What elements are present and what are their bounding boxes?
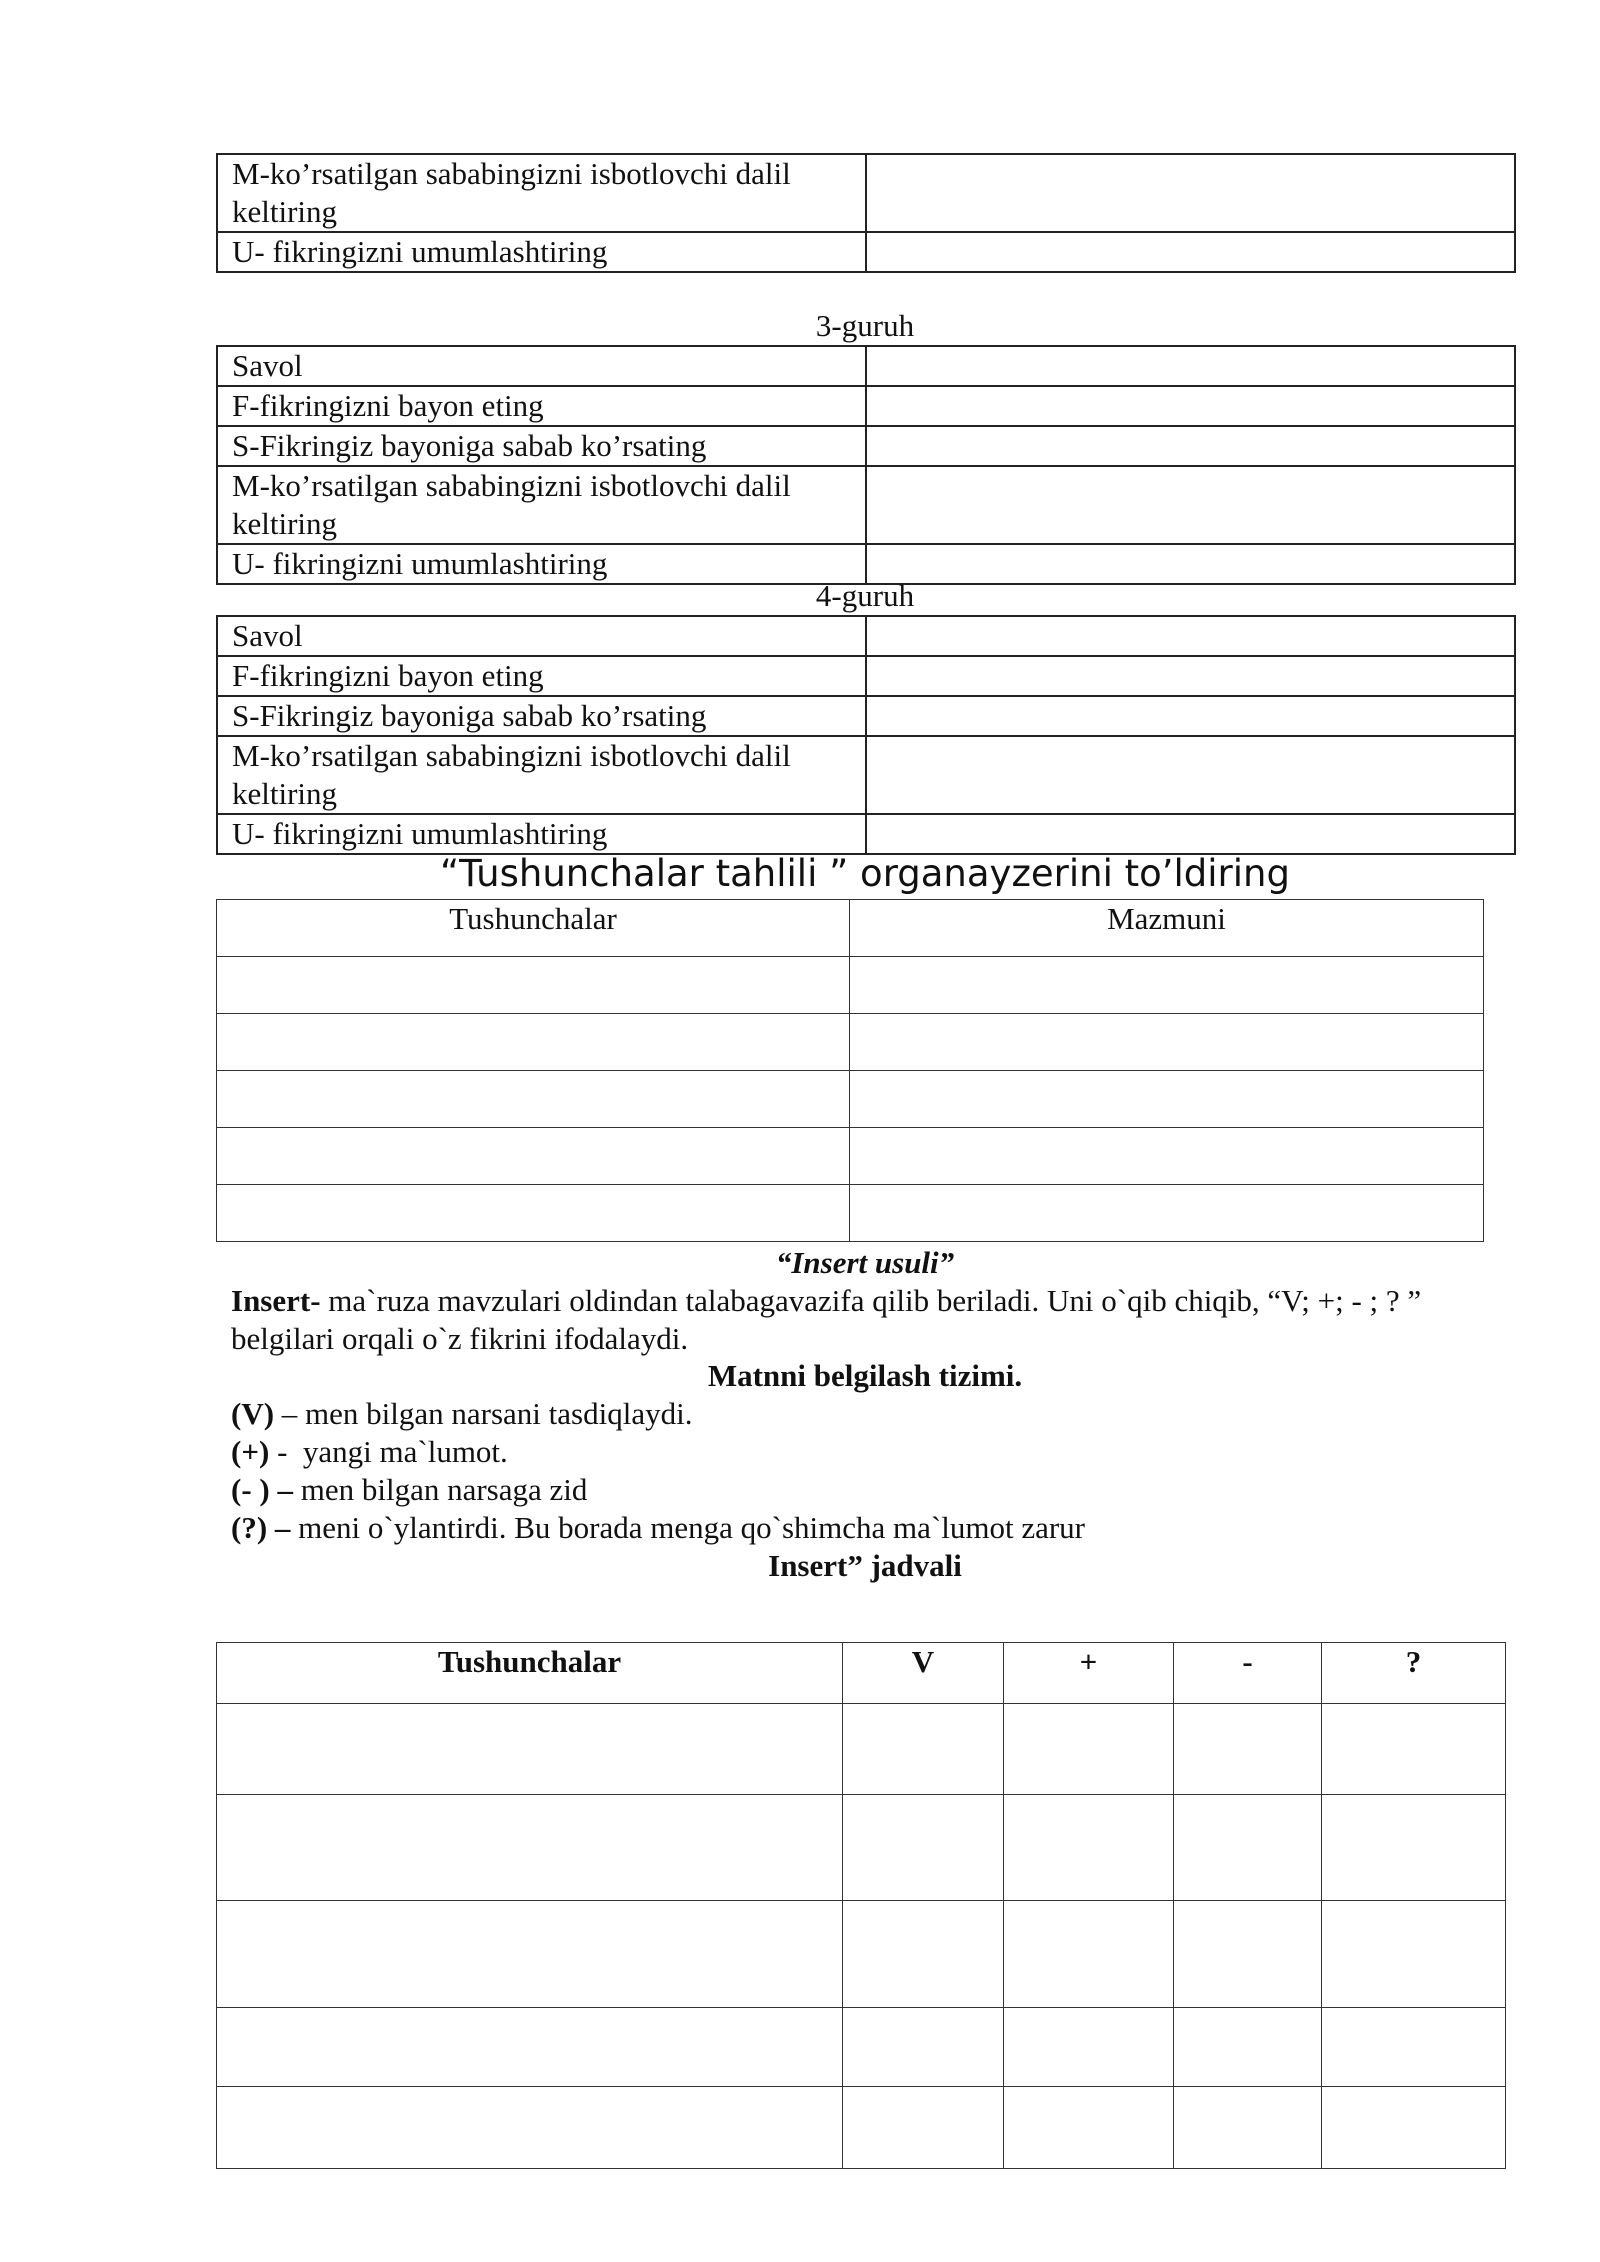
table-row [217,154,1515,232]
answer-cell[interactable] [866,656,1515,696]
table-row [217,2008,1506,2087]
mark-symbol: (?) [231,1510,268,1545]
column-header: - [1174,1643,1322,1704]
column-header: V [843,1643,1004,1704]
table-row [217,1704,1506,1795]
table-cell[interactable] [850,1071,1484,1128]
table-cell[interactable] [1174,2008,1322,2087]
mark-separator: – [274,1396,306,1431]
table-row [217,1795,1506,1901]
table-cell[interactable] [1174,1795,1322,1901]
insert-intro-term: Insert- [231,1283,321,1318]
mark-text: men bilgan narsani tasdiqlaydi. [305,1396,693,1431]
mark-symbol: (V) [231,1396,275,1431]
answer-cell[interactable] [866,736,1515,814]
group2-fsmu-table [216,153,1516,273]
row-label: Savol [217,616,866,656]
table-cell[interactable] [850,1185,1484,1242]
answer-cell[interactable] [866,232,1515,272]
table-row [217,736,1515,814]
row-label: M-ko’rsatilgan sababingizni isbotlovchi dalil keltiring [217,736,866,814]
table-row [217,656,1515,696]
table-header-row [217,1643,1506,1704]
table-cell[interactable] [1004,1901,1174,2008]
answer-cell[interactable] [866,346,1515,386]
column-header: + [1004,1643,1174,1704]
organizer-table [216,899,1484,1242]
answer-cell[interactable] [866,154,1515,232]
table-row [217,1128,1484,1185]
table-row [217,1014,1484,1071]
mark-text: yangi ma`lumot. [302,1434,508,1469]
table-cell[interactable] [1322,2008,1506,2087]
table-cell[interactable] [217,1704,843,1795]
organizer-heading: “Tushunchalar tahlili ” organayzerini to’ldiring [440,852,1290,895]
table-row [217,616,1515,656]
table-cell[interactable] [843,1901,1004,2008]
table-cell[interactable] [1322,1704,1506,1795]
table-row [217,346,1515,386]
table-cell[interactable] [1174,1901,1322,2008]
row-label: U- fikringizni umumlashtiring [217,544,866,584]
mark-separator: - [269,1434,303,1469]
table-cell[interactable] [1004,2008,1174,2087]
mark-line [231,1395,1521,1433]
row-label: Savol [217,346,866,386]
table-cell[interactable] [850,957,1484,1014]
table-cell[interactable] [1174,1704,1322,1795]
table-cell[interactable] [843,1795,1004,1901]
mark-separator: – [267,1510,299,1545]
row-label: S-Fikringiz bayoniga sabab ko’rsating [217,426,866,466]
table-cell[interactable] [843,1704,1004,1795]
mark-line [231,1433,1521,1471]
table-row [217,232,1515,272]
table-row [217,466,1515,544]
insert-intro-text: ma`ruza mavzulari oldindan talabagavazifa qilib beriladi. Uni o`qib chiqib, “V; +; - ; ? ” belgilari orqali o`z fikrini ifodalaydi. [231,1283,1422,1356]
table-cell[interactable] [217,1795,843,1901]
row-label: U- fikringizni umumlashtiring [217,232,866,272]
column-header: Mazmuni [850,900,1484,957]
table-cell[interactable] [217,1901,843,2008]
table-cell[interactable] [1322,1901,1506,2008]
table-cell[interactable] [217,957,850,1014]
table-row [217,957,1484,1014]
insert-title: “Insert usuli” [775,1245,955,1280]
answer-cell[interactable] [866,466,1515,544]
table-cell[interactable] [1174,2087,1322,2169]
system-title: Matnni belgilash tizimi. [707,1358,1023,1393]
table-cell[interactable] [850,1128,1484,1185]
answer-cell[interactable] [866,386,1515,426]
mark-symbol: (+) [231,1434,270,1469]
table-row [217,1071,1484,1128]
answer-cell[interactable] [866,426,1515,466]
table-row [217,696,1515,736]
mark-separator: – [269,1472,301,1507]
group3-fsmu-table [216,345,1516,585]
table-cell[interactable] [1004,2087,1174,2169]
insert-intro [231,1282,1521,1358]
mark-text: meni o`ylantirdi. Bu borada menga qo`shimcha ma`lumot zarur [298,1510,1085,1545]
table-cell[interactable] [1004,1704,1174,1795]
table-cell[interactable] [850,1014,1484,1071]
table-cell[interactable] [843,2008,1004,2087]
table-row [217,814,1515,854]
column-header: ? [1322,1643,1506,1704]
table-cell[interactable] [217,1071,850,1128]
table-cell[interactable] [1322,1795,1506,1901]
table-row [217,426,1515,466]
row-label: M-ko’rsatilgan sababingizni isbotlovchi dalil keltiring [217,154,866,232]
table-cell[interactable] [1004,1795,1174,1901]
table-cell[interactable] [217,1185,850,1242]
table-cell[interactable] [217,2087,843,2169]
answer-cell[interactable] [866,616,1515,656]
answer-cell[interactable] [866,696,1515,736]
row-label: F-fikringizni bayon eting [217,386,866,426]
table-cell[interactable] [217,2008,843,2087]
mark-line [231,1509,1521,1547]
row-label: M-ko’rsatilgan sababingizni isbotlovchi dalil keltiring [217,466,866,544]
table-cell[interactable] [217,1128,850,1185]
table-row [217,386,1515,426]
table-header-row [217,900,1484,957]
table-row [217,2087,1506,2169]
table-row [217,1185,1484,1242]
group4-fsmu-table [216,615,1516,855]
column-header: Tushunchalar [217,1643,843,1704]
mark-symbol: (- ) [231,1472,270,1507]
row-label: F-fikringizni bayon eting [217,656,866,696]
insert-table [216,1642,1506,2169]
row-label: S-Fikringiz bayoniga sabab ko’rsating [217,696,866,736]
group3-caption: 3-guruh [815,308,915,343]
mark-line [231,1471,1521,1509]
mark-text: men bilgan narsaga zid [300,1472,588,1507]
table-row [217,1901,1506,2008]
table-cell[interactable] [217,1014,850,1071]
answer-cell[interactable] [866,814,1515,854]
row-label: U- fikringizni umumlashtiring [217,814,866,854]
column-header: Tushunchalar [217,900,850,957]
group4-caption: 4-guruh [815,578,915,613]
table-cell[interactable] [843,2087,1004,2169]
insert-table-title: Insert” jadvali [768,1548,962,1583]
table-cell[interactable] [1322,2087,1506,2169]
